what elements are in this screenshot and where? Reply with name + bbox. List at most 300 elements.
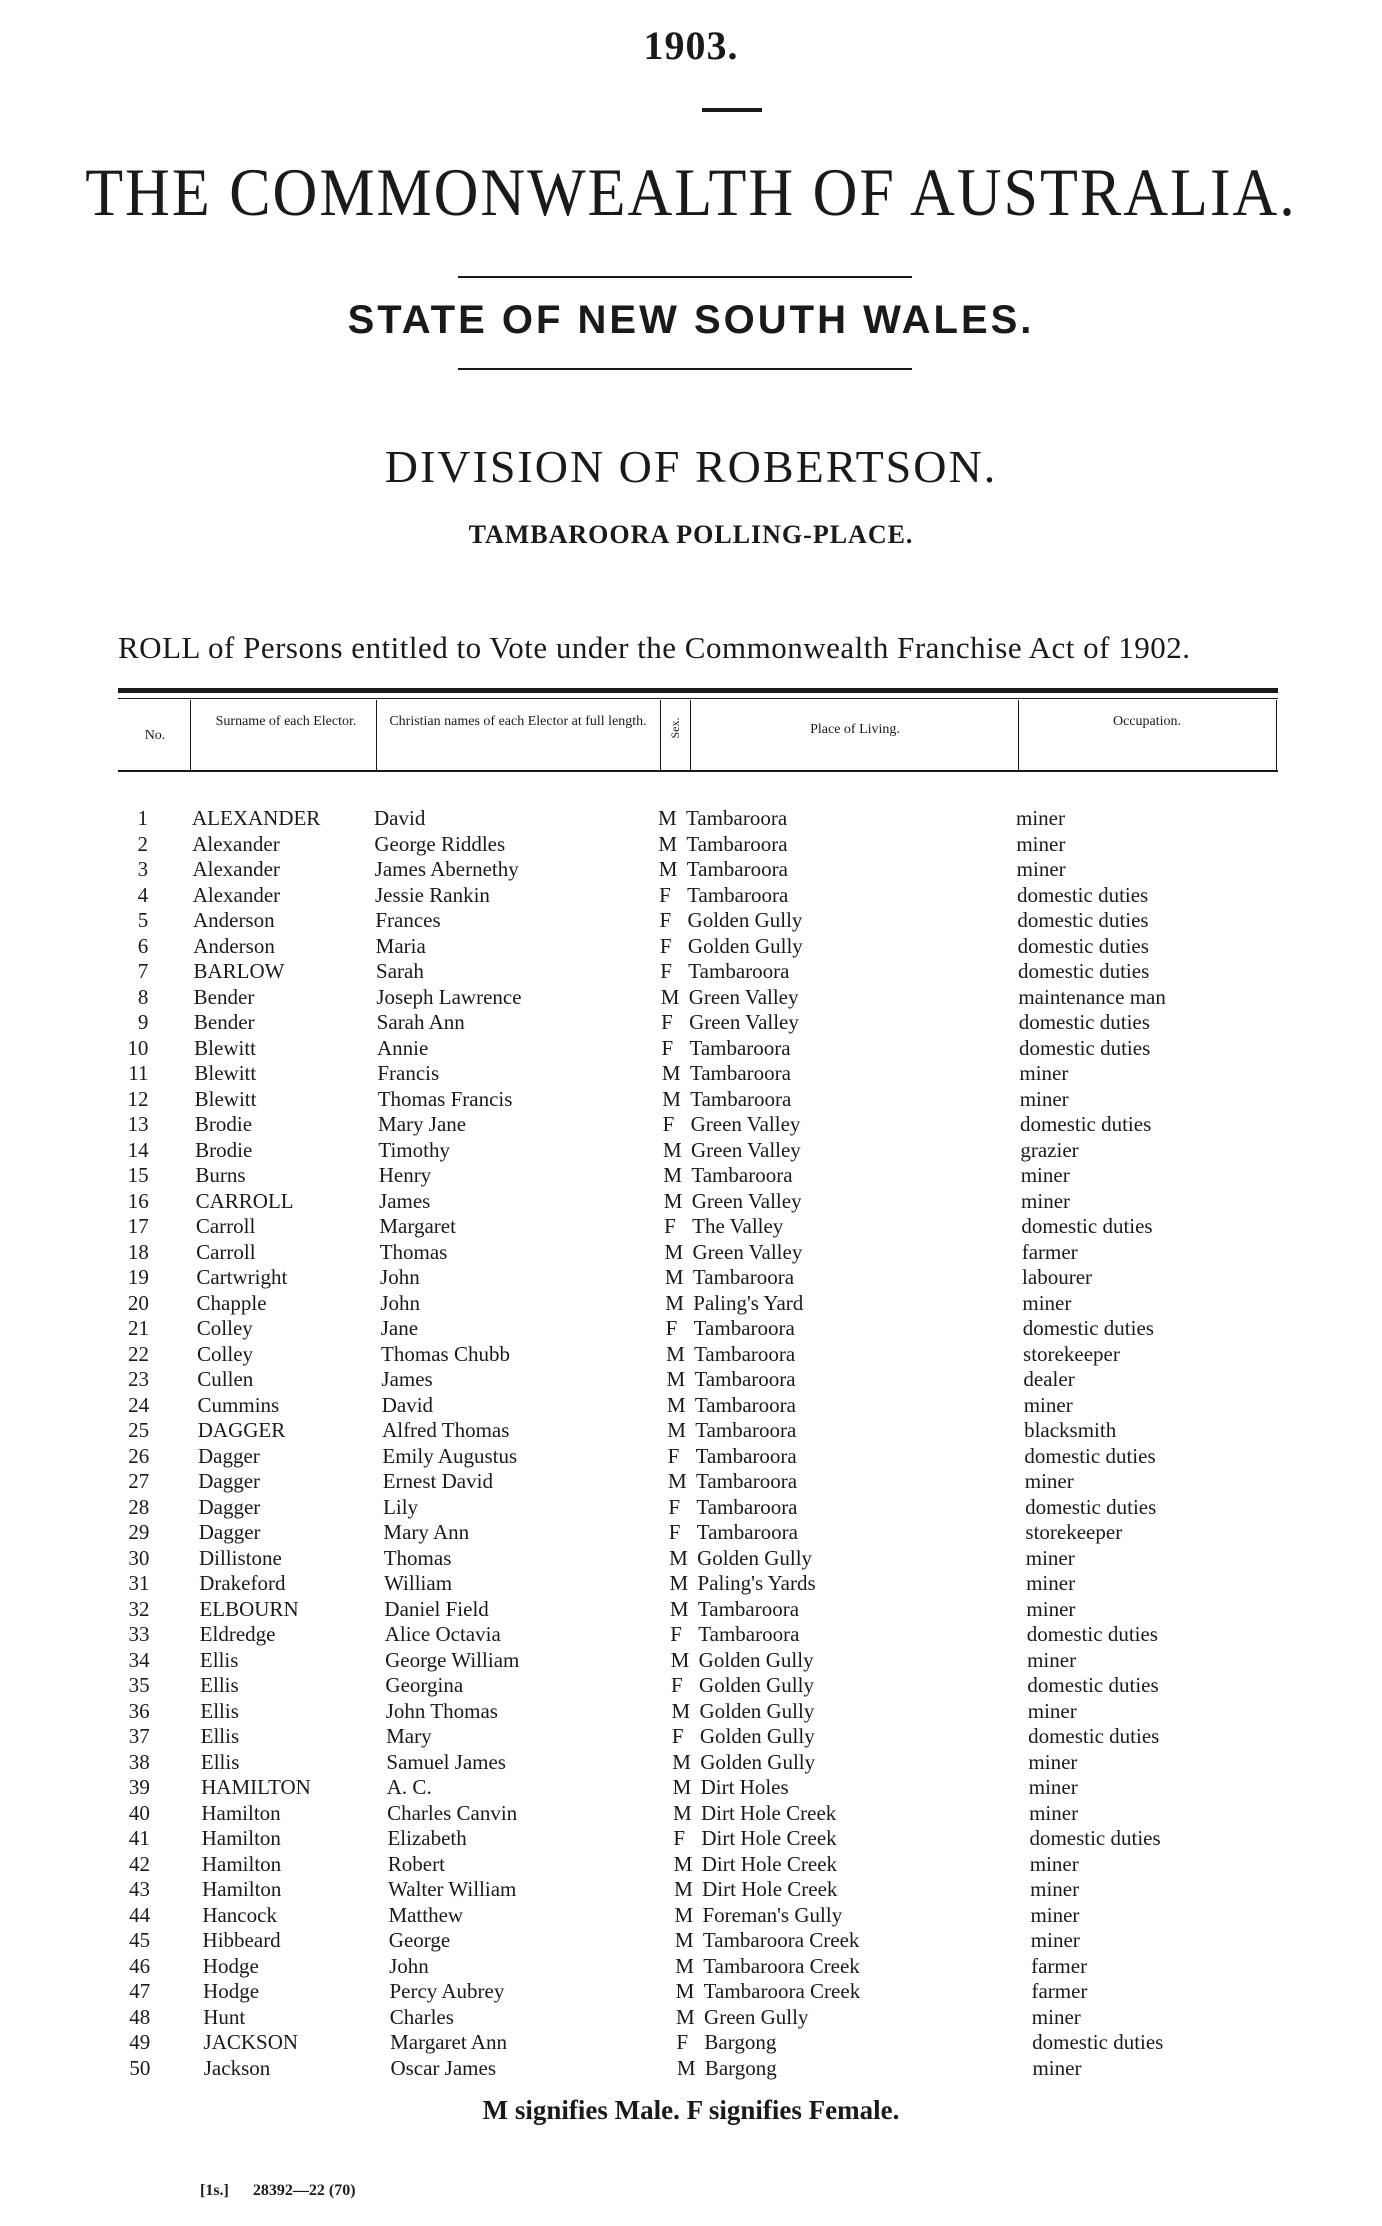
cell-place: Tambaroora — [686, 806, 788, 830]
cell-occupation: domestic duties — [1026, 1622, 1158, 1646]
column-divider — [1276, 700, 1277, 772]
cell-christian-names: Lily — [383, 1494, 419, 1519]
table-row — [0, 1189, 1382, 1214]
table-row — [0, 1750, 1382, 1775]
cell-christian-names: Joseph Lawrence — [376, 984, 522, 1009]
cell-no: 48 — [129, 2004, 151, 2029]
table-row — [0, 1418, 1382, 1443]
table-row — [0, 1699, 1382, 1724]
cell-occupation: miner — [1028, 1749, 1078, 1774]
cell-no: 20 — [127, 1290, 149, 1315]
cell-no: 35 — [128, 1673, 150, 1697]
cell-surname: Eldredge — [199, 1622, 276, 1646]
cell-place: Tambaroora — [694, 1392, 796, 1417]
cell-place: Tambaroora Creek — [703, 1953, 860, 1978]
cell-christian-names: Thomas Chubb — [381, 1341, 510, 1366]
cell-surname: Anderson — [192, 908, 275, 932]
cell-occupation: domestic duties — [1017, 882, 1149, 907]
cell-place: Bargong — [704, 2030, 777, 2054]
table-row — [0, 2030, 1382, 2055]
cell-occupation: storekeeper — [1023, 1341, 1120, 1366]
cell-no: 8 — [137, 984, 149, 1009]
table-top-rule — [118, 688, 1278, 693]
cell-surname: Cullen — [197, 1367, 254, 1391]
cell-sex: F — [665, 1316, 678, 1340]
cell-occupation: miner — [1030, 1928, 1080, 1952]
cell-sex: F — [671, 1724, 684, 1748]
cell-occupation: miner — [1030, 1902, 1080, 1927]
cell-sex: M — [663, 1188, 683, 1213]
cell-occupation: miner — [1016, 806, 1065, 830]
cell-surname: ELBOURN — [199, 1596, 299, 1621]
cell-sex: M — [672, 1749, 691, 1774]
cell-surname: Dillistone — [198, 1545, 282, 1570]
cell-sex: F — [659, 933, 672, 958]
cell-sex: M — [672, 1775, 692, 1799]
cell-surname: Cummins — [197, 1392, 280, 1417]
cell-no: 12 — [127, 1086, 149, 1111]
header-occupation: Occupation. — [1112, 714, 1182, 729]
cell-occupation: domestic duties — [1027, 1673, 1159, 1697]
cell-no: 39 — [128, 1775, 150, 1799]
divider-top — [458, 276, 912, 278]
column-divider — [190, 700, 191, 772]
roll-title: ROLL of Persons entitled to Vote under the Commonwealth Franchise Act of 1902. — [118, 630, 1191, 665]
cell-sex: M — [676, 2004, 695, 2029]
cell-place: Dirt Hole Creek — [702, 1877, 838, 1901]
cell-occupation: miner — [1027, 1698, 1077, 1723]
cell-no: 24 — [128, 1392, 150, 1417]
cell-christian-names: John Thomas — [385, 1698, 498, 1723]
table-row — [0, 1801, 1382, 1826]
table-row — [0, 2056, 1382, 2081]
cell-surname: DAGGER — [197, 1418, 286, 1442]
column-divider — [660, 700, 661, 772]
cell-no: 11 — [128, 1061, 149, 1085]
table-row — [0, 908, 1382, 933]
table-row — [0, 1112, 1382, 1137]
table-row — [0, 985, 1382, 1010]
table-row — [0, 832, 1382, 857]
cell-place: Tambaroora — [687, 882, 789, 907]
cell-occupation: miner — [1032, 2055, 1082, 2080]
table-row — [0, 1265, 1382, 1290]
cell-surname: Colley — [197, 1341, 254, 1366]
cell-no: 3 — [137, 857, 149, 881]
cell-christian-names: Thomas — [383, 1545, 452, 1570]
header-no: No. — [144, 728, 166, 743]
table-row — [0, 1495, 1382, 1520]
cell-place: Golden Gully — [699, 1724, 815, 1748]
cell-no: 37 — [128, 1724, 150, 1748]
cell-no: 50 — [129, 2055, 151, 2080]
cell-sex: M — [672, 1800, 692, 1825]
table-row — [0, 1469, 1382, 1494]
cell-sex: F — [673, 1826, 686, 1850]
cell-occupation: farmer — [1031, 1953, 1088, 1978]
cell-christian-names: William — [384, 1571, 453, 1595]
cell-place: Paling's Yards — [697, 1571, 816, 1595]
cell-place: Tambaroora — [695, 1469, 798, 1493]
cell-occupation: miner — [1024, 1469, 1074, 1493]
header-sex: Sex. — [668, 717, 682, 739]
cell-christian-names: Jessie Rankin — [375, 882, 490, 907]
cell-christian-names: Margaret Ann — [390, 2030, 507, 2054]
cell-occupation: domestic duties — [1017, 933, 1149, 958]
cell-sex: M — [660, 984, 680, 1009]
cell-place: Tambaroora — [696, 1520, 798, 1544]
cell-place: Green Valley — [691, 1188, 802, 1213]
cell-no: 5 — [137, 908, 149, 932]
cell-place: Tambaroora — [698, 1622, 800, 1646]
cell-no: 41 — [128, 1826, 150, 1850]
cell-surname: Hamilton — [201, 1800, 281, 1825]
cell-sex: F — [668, 1494, 681, 1519]
cell-place: Tambaroora Creek — [702, 1928, 860, 1952]
cell-no: 31 — [128, 1571, 150, 1595]
table-row — [0, 1087, 1382, 1112]
cell-occupation: domestic duties — [1024, 1443, 1156, 1468]
cell-sex: F — [668, 1520, 681, 1544]
table-row — [0, 1928, 1382, 1953]
cell-christian-names: Charles Canvin — [387, 1800, 518, 1825]
cell-no: 9 — [137, 1010, 149, 1034]
cell-no: 29 — [128, 1520, 150, 1544]
table-row — [0, 1214, 1382, 1239]
cell-sex: F — [661, 1035, 674, 1060]
cell-occupation: miner — [1020, 1163, 1070, 1187]
cell-sex: M — [666, 1341, 685, 1366]
cell-sex: M — [670, 1647, 690, 1672]
cell-sex: M — [674, 1928, 694, 1952]
cell-surname: Hamilton — [202, 1877, 282, 1901]
print-code-right: 28392—22 (70) — [252, 2182, 356, 2199]
cell-surname: Ellis — [199, 1647, 239, 1672]
cell-place: Bargong — [704, 2055, 777, 2080]
polling-place-heading: TAMBAROORA POLLING-PLACE. — [468, 520, 914, 549]
cell-no: 22 — [128, 1341, 149, 1366]
cell-surname: Blewitt — [194, 1086, 257, 1111]
cell-occupation: domestic duties — [1029, 1826, 1161, 1850]
table-row — [0, 1342, 1382, 1367]
cell-occupation: miner — [1029, 1851, 1079, 1876]
cell-no: 34 — [128, 1647, 150, 1672]
cell-occupation: farmer — [1031, 1979, 1088, 2003]
cell-sex: M — [666, 1392, 686, 1417]
cell-place: Tambaroora — [689, 1035, 791, 1060]
cell-christian-names: Robert — [387, 1851, 445, 1876]
cell-christian-names: John — [389, 1953, 429, 1978]
cell-place: Golden Gully — [687, 908, 803, 932]
cell-sex: M — [662, 1137, 682, 1162]
cell-place: Tambaroora — [695, 1418, 797, 1442]
column-divider — [690, 700, 691, 772]
cell-surname: Hamilton — [201, 1826, 281, 1850]
cell-place: Tambaroora — [690, 1086, 792, 1111]
table-row — [0, 1316, 1382, 1341]
cell-no: 2 — [137, 831, 149, 856]
divider-short — [702, 108, 762, 112]
cell-sex: M — [669, 1571, 689, 1595]
cell-surname: Carroll — [195, 1214, 256, 1238]
table-row — [0, 1775, 1382, 1800]
cell-place: Tambaroora — [694, 1367, 796, 1391]
cell-surname: Carroll — [196, 1239, 256, 1264]
cell-sex: F — [662, 1112, 675, 1136]
cell-occupation: labourer — [1022, 1265, 1093, 1289]
cell-surname: Alexander — [192, 857, 280, 881]
cell-place: Tambaroora — [692, 1265, 795, 1289]
cell-place: Tambaroora — [696, 1494, 798, 1519]
cell-christian-names: George William — [385, 1647, 520, 1672]
cell-sex: F — [664, 1214, 676, 1238]
cell-surname: Colley — [196, 1316, 253, 1340]
cell-christian-names: George Riddles — [374, 831, 506, 856]
cell-christian-names: Mary — [386, 1724, 432, 1748]
cell-place: Tambaroora — [691, 1163, 793, 1187]
cell-christian-names: David — [374, 806, 426, 830]
table-row — [0, 1061, 1382, 1086]
print-code-left: [1s.] — [200, 2182, 229, 2199]
cell-no: 44 — [129, 1902, 151, 1927]
cell-no: 43 — [129, 1877, 151, 1901]
cell-surname: Chapple — [196, 1290, 267, 1315]
cell-no: 40 — [128, 1800, 150, 1825]
cell-surname: Bender — [193, 1010, 255, 1034]
cell-surname: Dagger — [198, 1494, 261, 1519]
cell-sex: F — [671, 1673, 683, 1697]
cell-sex: M — [675, 1979, 695, 2003]
divider-bottom — [458, 368, 912, 370]
cell-occupation: miner — [1026, 1596, 1076, 1621]
cell-surname: Alexander — [192, 831, 280, 856]
cell-place: The Valley — [692, 1214, 784, 1238]
cell-no: 30 — [128, 1545, 150, 1570]
header-surname: Surname of each Elector. — [215, 714, 357, 729]
header-place: Place of Living. — [810, 722, 900, 737]
cell-surname: Ellis — [200, 1749, 240, 1774]
cell-sex: F — [660, 959, 672, 983]
cell-christian-names: Henry — [378, 1163, 432, 1187]
cell-place: Tambaroora — [689, 1061, 791, 1085]
cell-place: Golden Gully — [700, 1749, 816, 1774]
cell-sex: M — [667, 1469, 687, 1493]
cell-sex: M — [676, 2055, 696, 2080]
cell-sex: M — [673, 1851, 693, 1876]
table-top-thin-rule — [118, 698, 1278, 699]
cell-christian-names: Matthew — [388, 1902, 464, 1927]
cell-place: Paling's Yard — [693, 1290, 804, 1315]
cell-sex: M — [658, 806, 677, 830]
table-row — [0, 1138, 1382, 1163]
cell-sex: M — [661, 1061, 681, 1085]
table-row — [0, 1979, 1382, 2004]
table-row — [0, 1954, 1382, 1979]
cell-place: Tambaroora — [695, 1443, 797, 1468]
cell-no: 36 — [128, 1698, 150, 1723]
cell-place: Tambaroora — [688, 959, 790, 983]
cell-occupation: maintenance man — [1018, 984, 1166, 1009]
cell-place: Dirt Hole Creek — [700, 1800, 837, 1825]
cell-surname: HAMILTON — [201, 1775, 311, 1799]
cell-occupation: storekeeper — [1025, 1520, 1123, 1544]
cell-christian-names: Alfred Thomas — [382, 1418, 510, 1442]
table-row — [0, 1622, 1382, 1647]
cell-surname: Drakeford — [199, 1571, 286, 1595]
cell-place: Tambaroora — [693, 1316, 795, 1340]
cell-surname: Hodge — [203, 1979, 260, 2003]
table-row — [0, 1648, 1382, 1673]
table-row — [0, 1597, 1382, 1622]
cell-christian-names: Timothy — [378, 1137, 450, 1162]
cell-place: Dirt Hole Creek — [701, 1826, 837, 1850]
cell-occupation: domestic duties — [1022, 1316, 1154, 1340]
cell-christian-names: Mary Ann — [383, 1520, 470, 1544]
cell-no: 27 — [128, 1469, 150, 1493]
table-row — [0, 1826, 1382, 1851]
cell-sex: M — [664, 1239, 684, 1264]
cell-surname: Jackson — [203, 2055, 271, 2080]
cell-place: Dirt Hole Creek — [701, 1851, 838, 1876]
cell-surname: Hancock — [202, 1902, 277, 1927]
header-christian-names: Christian names of each Elector at full length. — [389, 714, 647, 729]
cell-occupation: miner — [1028, 1775, 1078, 1799]
cell-sex: M — [666, 1367, 686, 1391]
cell-sex: M — [658, 831, 678, 856]
division-heading: DIVISION OF ROBERTSON. — [384, 441, 998, 492]
table-row — [0, 1673, 1382, 1698]
cell-place: Tambaroora — [697, 1596, 800, 1621]
cell-christian-names: Sarah Ann — [376, 1010, 465, 1034]
cell-christian-names: Annie — [377, 1035, 429, 1060]
cell-sex: M — [674, 1902, 694, 1927]
cell-no: 45 — [129, 1928, 151, 1952]
cell-sex: M — [669, 1596, 689, 1621]
cell-surname: ALEXANDER — [192, 806, 321, 830]
table-row — [0, 1546, 1382, 1571]
table-row — [0, 1163, 1382, 1188]
cell-surname: Brodie — [194, 1112, 253, 1136]
cell-occupation: miner — [1021, 1188, 1071, 1213]
cell-surname: CARROLL — [195, 1188, 294, 1213]
cell-no: 33 — [128, 1622, 150, 1646]
cell-christian-names: Francis — [377, 1061, 440, 1085]
cell-surname: Ellis — [200, 1698, 239, 1723]
cell-christian-names: Percy Aubrey — [389, 1979, 505, 2003]
cell-no: 19 — [127, 1265, 149, 1289]
cell-no: 28 — [128, 1494, 150, 1519]
cell-surname: Hunt — [203, 2004, 246, 2029]
cell-no: 7 — [137, 959, 149, 983]
cell-surname: Hibbeard — [202, 1928, 281, 1952]
cell-occupation: domestic duties — [1020, 1112, 1152, 1136]
cell-occupation: miner — [1022, 1290, 1072, 1315]
cell-occupation: domestic duties — [1019, 1035, 1151, 1060]
cell-no: 32 — [128, 1596, 150, 1621]
cell-no: 18 — [127, 1239, 149, 1264]
table-row — [0, 1903, 1382, 1928]
table-row — [0, 857, 1382, 882]
cell-place: Green Valley — [688, 984, 799, 1009]
cell-sex: M — [663, 1163, 683, 1187]
cell-no: 25 — [128, 1418, 150, 1442]
cell-christian-names: Ernest David — [382, 1469, 493, 1493]
cell-no: 14 — [127, 1137, 149, 1162]
cell-place: Green Valley — [689, 1010, 799, 1034]
print-code — [200, 2182, 356, 2200]
cell-place: Green Valley — [690, 1137, 801, 1162]
table-row — [0, 1240, 1382, 1265]
cell-no: 21 — [127, 1316, 149, 1340]
table-row — [0, 1877, 1382, 1902]
cell-no: 26 — [128, 1443, 150, 1468]
cell-place: Tambaroora — [694, 1341, 796, 1366]
cell-occupation: domestic duties — [1017, 908, 1149, 932]
cell-occupation: domestic duties — [1032, 2030, 1164, 2054]
cell-surname: Blewitt — [194, 1035, 256, 1060]
cell-place: Golden Gully — [699, 1698, 815, 1723]
cell-place: Golden Gully — [699, 1673, 814, 1697]
cell-surname: Dagger — [198, 1443, 260, 1468]
cell-christian-names: James — [379, 1188, 431, 1213]
cell-christian-names: Walter William — [388, 1877, 517, 1901]
table-header-rule — [118, 770, 1278, 772]
year-heading: 1903. — [643, 23, 739, 68]
cell-place: Golden Gully — [697, 1545, 813, 1570]
cell-occupation: miner — [1016, 831, 1066, 856]
cell-occupation: domestic duties — [1025, 1494, 1157, 1519]
state-heading: STATE OF NEW SOUTH WALES. — [347, 298, 1035, 342]
cell-surname: Hamilton — [201, 1851, 282, 1876]
cell-surname: Ellis — [200, 1673, 239, 1697]
cell-no: 23 — [128, 1367, 150, 1391]
table-row — [0, 806, 1382, 831]
cell-christian-names: Thomas — [379, 1239, 448, 1264]
cell-surname: BARLOW — [193, 959, 285, 983]
cell-occupation: miner — [1029, 1800, 1079, 1825]
cell-no: 1 — [137, 806, 148, 830]
cell-christian-names: James Abernethy — [374, 857, 519, 881]
cell-christian-names: Alice Octavia — [384, 1622, 501, 1646]
cell-occupation: farmer — [1021, 1239, 1078, 1264]
document-title: THE COMMONWEALTH OF AUSTRALIA. — [85, 155, 1297, 231]
cell-sex: M — [674, 1877, 693, 1901]
cell-christian-names: Jane — [380, 1316, 419, 1340]
cell-christian-names: Georgina — [385, 1673, 464, 1697]
cell-occupation: dealer — [1023, 1367, 1075, 1391]
column-divider — [1018, 700, 1019, 772]
cell-no: 10 — [127, 1035, 149, 1060]
table-row — [0, 1444, 1382, 1469]
cell-place: Green Gully — [704, 2004, 809, 2029]
cell-surname: JACKSON — [203, 2030, 299, 2054]
table-row — [0, 959, 1382, 984]
cell-no: 42 — [128, 1851, 150, 1876]
cell-occupation: domestic duties — [1028, 1724, 1160, 1748]
cell-no: 47 — [129, 1979, 151, 2003]
cell-sex: M — [667, 1418, 686, 1442]
cell-no: 16 — [127, 1188, 149, 1213]
table-row — [0, 1036, 1382, 1061]
cell-surname: Alexander — [192, 882, 281, 907]
cell-place: Tambaroora Creek — [703, 1979, 861, 2003]
cell-christian-names: John — [380, 1265, 420, 1289]
cell-sex: F — [667, 1443, 680, 1468]
table-row — [0, 934, 1382, 959]
cell-christian-names: John — [380, 1290, 421, 1315]
cell-occupation: miner — [1019, 1061, 1069, 1085]
cell-surname: Bender — [193, 984, 255, 1009]
